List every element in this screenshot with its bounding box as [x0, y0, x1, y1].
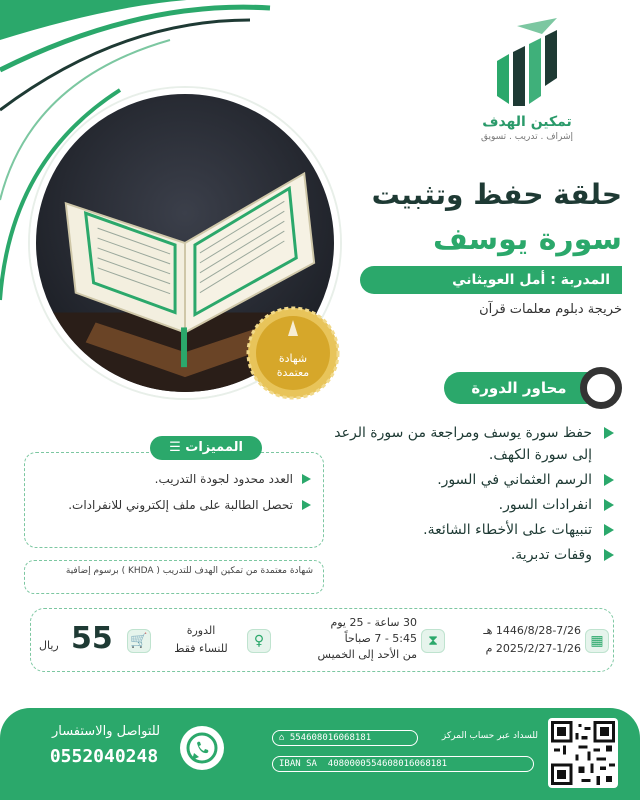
- trainer-credential: خريجة دبلوم معلمات قرآن: [479, 302, 622, 317]
- phone-number[interactable]: 0552040248: [49, 746, 159, 767]
- calendar-icon: ▦: [585, 629, 609, 653]
- certificate-note: شهادة معتمدة من تمكين الهدف للتدريب ( KHDA ) برسوم إضافية: [24, 560, 324, 594]
- course-info-bar: [30, 608, 614, 672]
- bank-icon: ⌂: [279, 733, 285, 743]
- hourglass-icon: ⧗: [421, 629, 445, 653]
- bank-label: للسداد عبر حساب المركز: [441, 731, 538, 741]
- date-gregorian: 2025/2/27-1/26 م: [485, 642, 581, 655]
- surah-title: سورة يوسف: [432, 222, 622, 257]
- whatsapp-icon[interactable]: [180, 726, 224, 770]
- axis-item: انفرادات السور.: [314, 494, 614, 516]
- course-price: 55: [71, 621, 113, 656]
- contact-label: للتواصل والاستفسار: [51, 724, 161, 739]
- feature-item: تحصل الطالبة على ملف إلكتروني للانفرادات.: [41, 495, 311, 515]
- list-icon: ☰: [169, 440, 181, 455]
- badge-line1: شهادة: [278, 352, 308, 365]
- axis-item: حفظ سورة يوسف ومراجعة من سورة الرعد إلى سورة الكهف.: [314, 422, 614, 466]
- axis-item: تنبيهات على الأخطاء الشائعة.: [314, 519, 614, 541]
- account-number[interactable]: ⌂ 554608016068181: [272, 730, 418, 746]
- feature-item: العدد محدود لجودة التدريب.: [41, 469, 311, 489]
- course-time: 5:45 - 7 صباحاً: [344, 632, 417, 645]
- features-title: المميزات ☰: [150, 436, 262, 460]
- certified-badge: [246, 306, 340, 400]
- iban-number[interactable]: IBAN SA 4080000554608016068181: [272, 756, 534, 772]
- trainer-name: المدربة : أمل العويثاني: [360, 266, 622, 294]
- course-days: من الأحد إلى الخميس: [317, 648, 417, 661]
- women-icon: ♀: [247, 629, 271, 653]
- qr-code[interactable]: [548, 718, 618, 788]
- course-title: حلقة حفظ وتثبيت: [371, 178, 622, 211]
- logo-name: تمكين الهدف: [482, 114, 572, 130]
- date-hijri: 1446/8/28-7/26 هـ: [483, 624, 581, 637]
- ring-icon: [580, 367, 622, 409]
- course-hours: 30 ساعة - 25 يوم: [330, 616, 417, 629]
- seal-icon: [246, 306, 340, 400]
- audience-value: للنساء فقط: [174, 642, 228, 655]
- badge-line2: معتمدة: [276, 366, 310, 379]
- logo-tagline: إشراف . تدريب . تسويق: [480, 132, 574, 142]
- brand-logo: [462, 16, 592, 161]
- price-currency: ريال: [39, 639, 59, 652]
- logo-mark-icon: [487, 16, 567, 106]
- cart-icon: 🛒: [127, 629, 151, 653]
- axis-item: الرسم العثماني في السور.: [314, 469, 614, 491]
- qr-code-icon: [551, 721, 615, 785]
- features-box: [24, 452, 324, 548]
- axes-title: محاور الدورة: [444, 372, 594, 404]
- axis-item: وقفات تدبرية.: [314, 544, 614, 566]
- audience-label: الدورة: [186, 624, 216, 637]
- axes-list: [314, 422, 614, 569]
